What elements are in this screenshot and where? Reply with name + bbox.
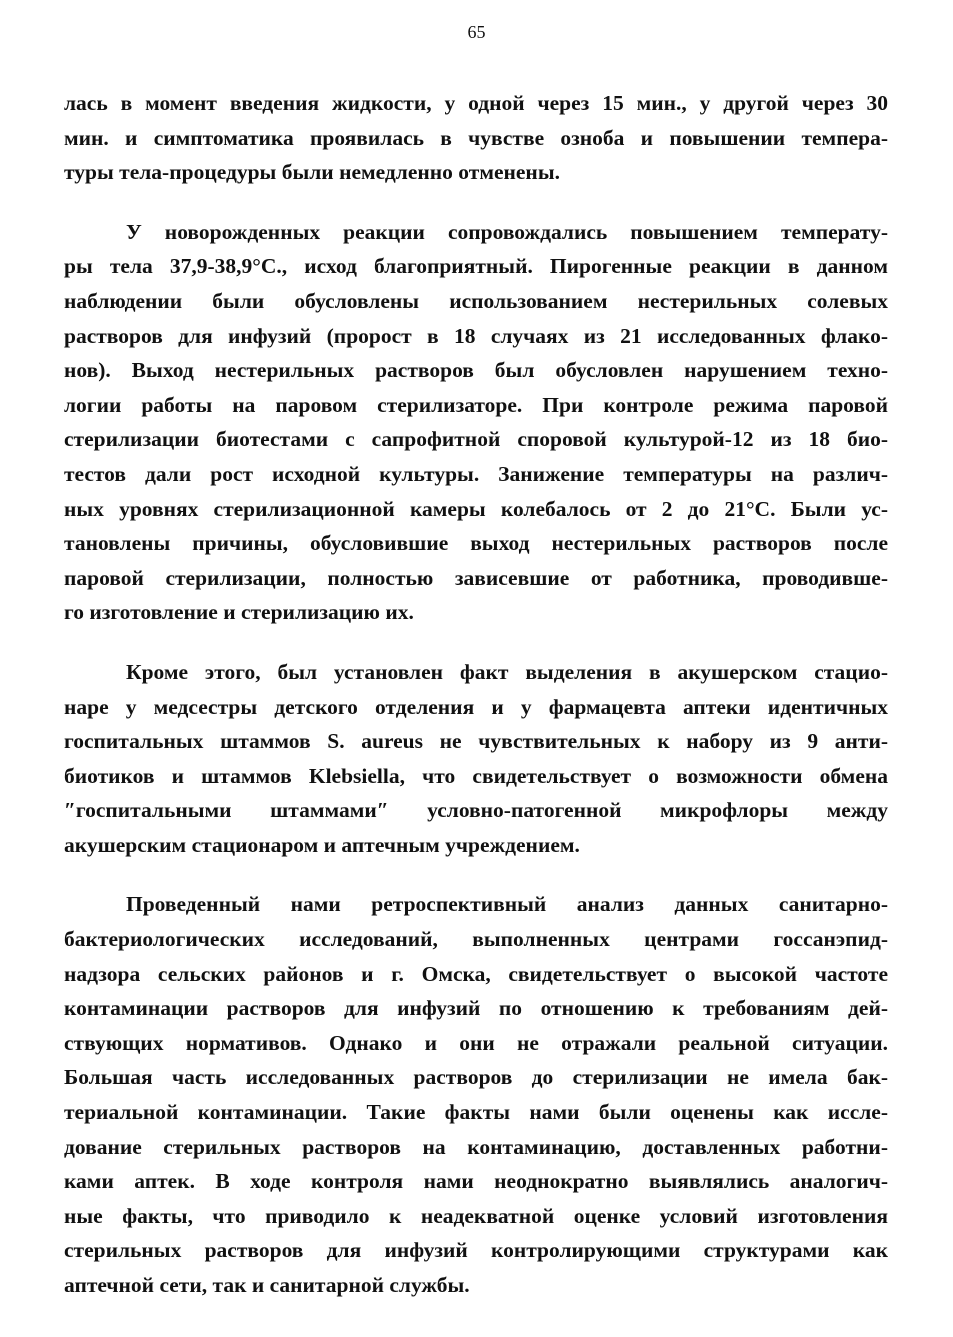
body-text	[64, 86, 888, 1303]
text-line: надзора сельских районов и г. Омска, свидетельствует о высокой частоте	[64, 961, 888, 986]
text-line: бактериологических исследований, выполненных центрами госсанэпид-	[64, 927, 888, 952]
text-line: го изготовление и стерилизацию их.	[64, 600, 414, 625]
text-line: паровой стерилизации, полностью зависевшие от работника, проводивше-	[64, 565, 888, 590]
text-line: логии работы на паровом стерилизаторе. При контроле режима паровой	[64, 392, 888, 417]
text-line: наре у медсестры детского отделения и у фармацевта аптеки идентичных	[64, 694, 888, 719]
text-line: стерильных растворов для инфузий контролирующими структурами как	[64, 1238, 888, 1263]
text-line: ствующих нормативов. Однако и они не отражали реальной ситуации.	[64, 1030, 888, 1055]
text-line: аптечной сети, так и санитарной службы.	[64, 1273, 470, 1297]
text-line: туры тела-процедуры были немедленно отменены.	[64, 160, 560, 185]
text-line: наблюдении были обусловлены использованием нестерильных солевых	[64, 288, 888, 313]
text-line: лась в момент введения жидкости, у одной через 15 мин., у другой через 30	[64, 91, 888, 115]
text-line: дование стерильных растворов на контаминацию, доставленных работни-	[64, 1134, 888, 1159]
paragraph-2	[64, 215, 888, 630]
page-number: 65	[467, 22, 486, 42]
text-line: ных уровнях стерилизационной камеры колебалось от 2 до 21°С. Были ус-	[64, 496, 888, 521]
text-line: мин. и симптоматика проявилась в чувстве озноба и повышении темпера-	[64, 125, 888, 150]
text-line: Проведенный нами ретроспективный анализ данных санитарно-	[126, 892, 888, 917]
paragraph-4	[64, 887, 888, 1302]
text-line: стерилизации биотестами с сапрофитной споровой культурой-12 из 18 био-	[64, 427, 888, 452]
text-line: тестов дали рост исходной культуры. Занижение температуры на различ-	[64, 461, 888, 486]
text-line: териальной контаминации. Такие факты нами были оценены как иссле-	[64, 1100, 888, 1125]
paragraph-1	[64, 86, 888, 190]
text-line: Большая часть исследованных растворов до стерилизации не имела бак-	[64, 1065, 888, 1090]
text-line: нов). Выход нестерильных растворов был обусловлен нарушением техно-	[64, 358, 888, 383]
text-line: ные факты, что приводило к неадекватной оценке условий изготовления	[64, 1203, 888, 1228]
text-line: тановлены причины, обусловившие выход нестерильных растворов после	[64, 531, 888, 556]
text-line: У новорожденных реакции сопровождались повышением температу-	[126, 219, 888, 244]
text-line: растворов для инфузий (пророст в 18 случаях из 21 исследованных флако-	[64, 323, 888, 348]
text-line: ″госпитальными штаммами″ условно-патогенной микрофлоры между	[64, 798, 888, 823]
text-line: Кроме этого, был установлен факт выделения в акушерском стацио-	[126, 659, 888, 684]
text-line: ками аптек. В ходе контроля нами неоднократно выявлялись аналогич-	[64, 1169, 888, 1194]
text-line: госпитальных штаммов S. aureus не чувствительных к набору из 9 анти-	[64, 729, 888, 754]
text-line: ры тела 37,9-38,9°С., исход благоприятный. Пирогенные реакции в данном	[64, 254, 888, 279]
text-line: акушерским стационаром и аптечным учреждением.	[64, 832, 580, 857]
paragraph-3	[64, 655, 888, 863]
text-line: контаминации растворов для инфузий по отношению к требованиям дей-	[64, 996, 888, 1021]
text-line: биотиков и штаммов Klebsiella, что свидетельствует о возможности обмена	[64, 763, 888, 788]
